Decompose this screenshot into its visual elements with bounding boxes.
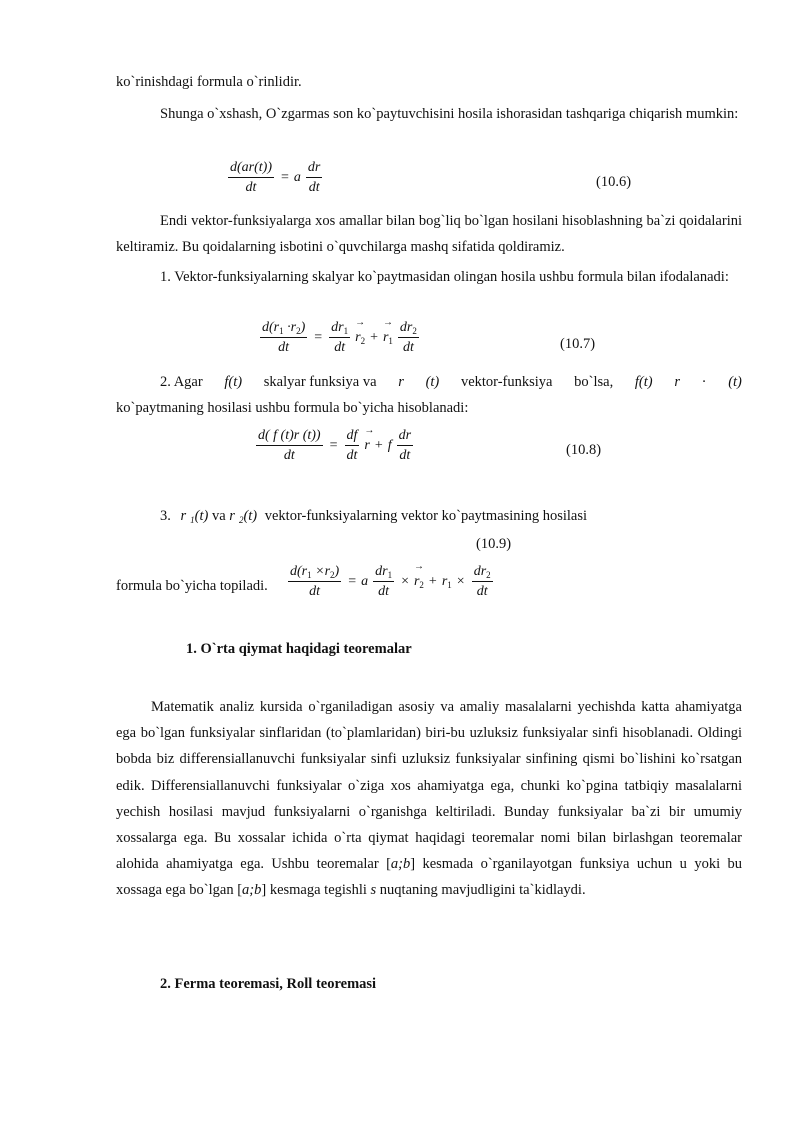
rule-3-t1: (t) [194,508,209,524]
rule-3-line [160,508,587,525]
rule-2-text-bolsa: bo`lsa, [574,374,614,390]
paragraph-mean-value-part1: Matematik analiz kursida o`rganiladigan asosiy va amaliy masalalarni yechishda katta ahamiyatga ega bo`lgan funksiyalar sinflaridan (to`plamlaridan) biri-bu uzluksiz funksiyalar sinfi hisoblanadi. Oldingi bobda biz differensiallanuvchi funksiyalar sinfi uzluksiz funksiyalar sinfining qismi bo`lishini ko`rsatgan edik. Differensiallanuvchi funksiyalar o`ziga xos ahamiyatga ega, chunki ko`pgina tatbiqiy masalalarni yechish hosilasi mavjud funksiyalarni o`rganishga keltiriladi. Bunday funksiyalar ba`zi bir umumiy xossalarga ega. Bu xossalar ichida o`rta qiymat haqidagi teoremalar nomi bilan birlashgan teoremalar alohida ahamiyatga ega. Ushbu teoremalar [ [116,699,742,873]
rule-2-text-scalar: skalyar funksiya va [263,374,377,390]
paragraph-constant-factor: Shunga o`xshash, O`zgarmas son ko`paytuvchisini hosila ishorasidan tashqariga chiqarish mumkin: [160,106,739,122]
interval-ab-1: a;b [390,856,411,873]
rule-3-sub2: 2 [238,515,244,525]
paragraph-mean-value-part4: nuqtaning mavjudligini ta`kidlaydi. [376,882,586,899]
rule-2-line-2: ko`paytmaning hosilasi ushbu formula bo`yicha hisoblanadi: [116,400,469,416]
rule-2-r2: r [674,374,680,390]
rule-2-dot: · [701,374,707,390]
interval-ab-2: a;b [242,882,262,899]
paragraph-mean-value [116,694,742,904]
eq-10-6-label: (10.6) [596,174,632,190]
rule-2-text-agar: 2. Agar [160,374,203,390]
paragraph-rule-1: 1. Vektor-funksiyalarning skalyar ko`paytmasidan olingan hosila ushbu formula bilan ifodalanadi: [160,269,729,285]
point-s: s [370,882,377,899]
eq-10-6-numerator: d(ar(t)) [228,160,274,178]
eq-10-6-denominator: dt [245,180,257,195]
intro-line: ko`rinishdagi formula o`rinlidir. [116,74,302,90]
rule-3-number: 3. [160,508,171,524]
rule-3-r1: r [180,508,187,524]
equation-10-8: $\frac{d( f (t)r (t))}{dt}$ = $\frac{df}{dt}$ → r + f $\frac{dr}{dt}$ [254,428,415,464]
equation-10-7: $\frac{d(r_1 \cdot r_2)}{dt}$ = $\frac{dr_1}{dt}$ → $r_2$ + → $r_1$ $\frac{dr_2}{dt}$ [258,320,421,356]
rule-3-t2: (t) [243,508,258,524]
rule-2-t2: (t) [728,374,742,390]
section-heading-fermat-rolle: 2. Ferma teoremasi, Roll teoremasi [160,976,377,992]
equation-10-9: $\frac{d(r_1 \times r_2)}{dt}$ = a $\frac{dr_1}{dt}$ × → $r_2$ + $r_1$ × $\frac{dr_2}{dt}$ [286,564,495,600]
paragraph-mean-value-part2: ] kesmada o`rganilayotgan funksiya uchun u yoki bu xossaga ega bo`lgan [ [116,856,742,899]
rule-2-r: r [398,374,404,390]
eq-10-6-den2: dt [308,180,320,195]
section-heading-mean-value: 1. O`rta qiymat haqidagi teoremalar [186,641,412,657]
eq-10-6-coefficient: a [293,170,301,185]
paragraph-vector-rules: Endi vektor-funksiyalarga xos amallar bilan bog`liq bo`lgan hosilani hisoblashning ba`zi qoidalarini keltiramiz. Bu qoidalarning isbotini o`quvchilarga mashq sifatida qoldiramiz. [116,213,742,256]
formula-boyicha-text: formula bo`yicha topiladi. [116,578,268,594]
eq-10-6-num2: dr [306,160,322,178]
equation-10-6: $\frac{d(ar(t))}{dt}$ = a $\frac{dr}{dt}$ [230,160,321,195]
rule-2-t: (t) [425,374,440,390]
rule-3-sub1: 1 [190,515,195,525]
rule-2-text-vector: vektor-funksiya [460,374,553,390]
rule-3-va: va [211,508,226,524]
rule-2-line [116,374,742,391]
rule-3-text: vektor-funksiyalarning vektor ko`paytmasining hosilasi [264,508,588,524]
rule-2-f: f(t) [224,374,243,390]
eq-10-9-label: (10.9) [476,536,512,552]
eq-10-7-label: (10.7) [560,336,596,352]
rule-3-r2: r [229,508,235,524]
rule-2-ft: f(t) [634,374,653,390]
eq-10-8-label: (10.8) [566,442,602,458]
paragraph-mean-value-part3: ] kesmaga tegishli [261,882,371,899]
